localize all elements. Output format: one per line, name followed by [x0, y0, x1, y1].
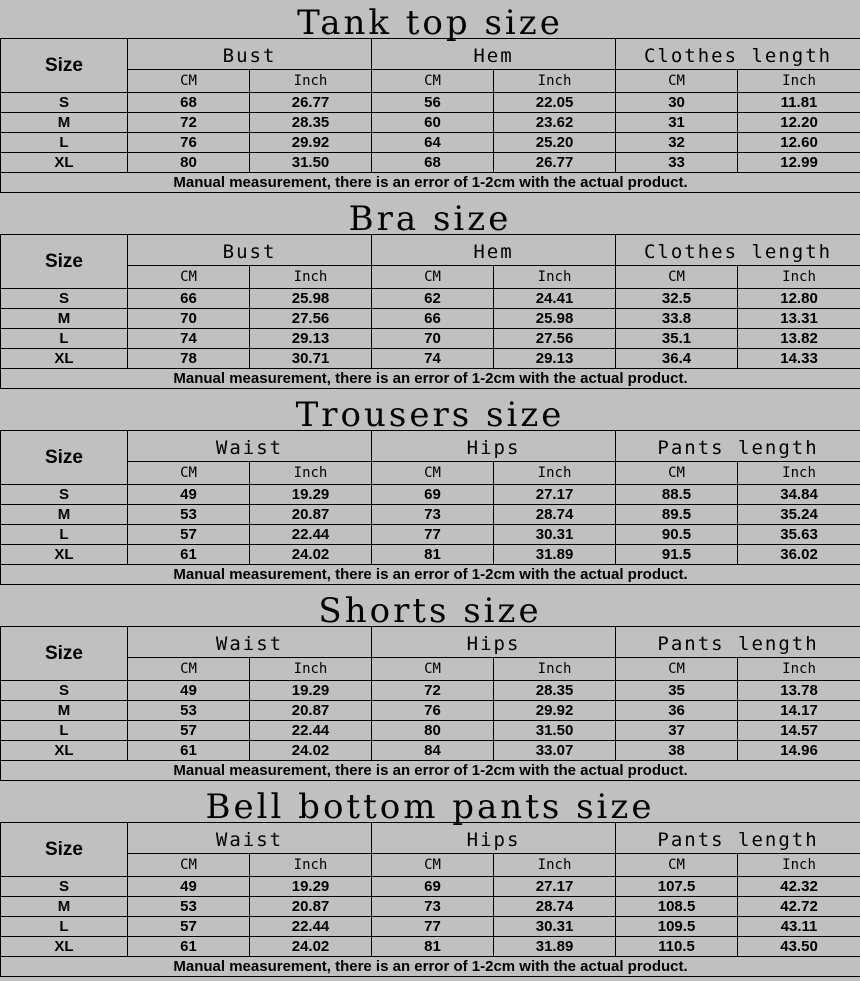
table-row [1, 741, 860, 761]
measurement-cell: 29.13 [494, 349, 616, 369]
measurement-cell: 13.31 [738, 309, 860, 329]
measurement-cell: 20.87 [250, 897, 372, 917]
table-row [1, 897, 860, 917]
measurement-cell: 22.44 [250, 721, 372, 741]
measurement-cell: 69 [372, 485, 494, 505]
measurement-group-header: Clothes length [616, 39, 860, 70]
measurement-cell: 72 [372, 681, 494, 701]
unit-cm-label: CM [372, 854, 494, 877]
unit-inch-label: Inch [250, 70, 372, 93]
unit-cm-label: CM [128, 658, 250, 681]
measurement-cell: 14.57 [738, 721, 860, 741]
measurement-cell: 74 [372, 349, 494, 369]
table-row [1, 525, 860, 545]
unit-inch-label: Inch [738, 462, 860, 485]
measurement-cell: 110.5 [616, 937, 738, 957]
measurement-group-header: Bust [128, 39, 372, 70]
size-column-header: Size [1, 39, 128, 93]
measurement-cell: 27.17 [494, 877, 616, 897]
unit-row [1, 462, 860, 485]
unit-row [1, 854, 860, 877]
unit-inch-label: Inch [738, 854, 860, 877]
measurement-cell: 22.05 [494, 93, 616, 113]
table-row [1, 153, 860, 173]
measurement-cell: 19.29 [250, 877, 372, 897]
measurement-cell: 22.44 [250, 917, 372, 937]
measurement-cell: 66 [372, 309, 494, 329]
measurement-group-header: Pants length [616, 823, 860, 854]
measurement-cell: 89.5 [616, 505, 738, 525]
unit-row [1, 658, 860, 681]
measurement-cell: 27.17 [494, 485, 616, 505]
measurement-note: Manual measurement, there is an error of 1-2cm with the actual product. [1, 957, 860, 977]
table-row [1, 349, 860, 369]
unit-inch-label: Inch [250, 854, 372, 877]
measurement-cell: 25.98 [250, 289, 372, 309]
measurement-cell: 25.98 [494, 309, 616, 329]
unit-inch-label: Inch [494, 462, 616, 485]
measurement-cell: 70 [128, 309, 250, 329]
measurement-cell: 12.80 [738, 289, 860, 309]
table-row [1, 681, 860, 701]
measurement-cell: 43.11 [738, 917, 860, 937]
unit-inch-label: Inch [494, 70, 616, 93]
measurement-group-header: Waist [128, 823, 372, 854]
measurement-cell: 76 [372, 701, 494, 721]
size-chart-section [0, 196, 860, 392]
measurement-cell: 49 [128, 681, 250, 701]
measurement-cell: 29.13 [250, 329, 372, 349]
measurement-cell: 56 [372, 93, 494, 113]
measurement-cell: 26.77 [250, 93, 372, 113]
size-cell: XL [1, 153, 128, 173]
measurement-cell: 11.81 [738, 93, 860, 113]
measurement-cell: 14.17 [738, 701, 860, 721]
chart-title: Shorts size [318, 591, 542, 631]
size-column-header: Size [1, 823, 128, 877]
measurement-cell: 35.24 [738, 505, 860, 525]
measurement-cell: 36.4 [616, 349, 738, 369]
size-cell: L [1, 329, 128, 349]
measurement-group-header: Clothes length [616, 235, 860, 266]
measurement-cell: 28.35 [250, 113, 372, 133]
measurement-cell: 66 [128, 289, 250, 309]
note-row [1, 565, 860, 585]
measurement-cell: 19.29 [250, 681, 372, 701]
table-row [1, 485, 860, 505]
table-row [1, 93, 860, 113]
unit-inch-label: Inch [494, 266, 616, 289]
unit-cm-label: CM [616, 462, 738, 485]
size-column-header: Size [1, 235, 128, 289]
measurement-cell: 64 [372, 133, 494, 153]
measurement-cell: 88.5 [616, 485, 738, 505]
size-cell: S [1, 877, 128, 897]
measurement-cell: 61 [128, 741, 250, 761]
size-cell: L [1, 917, 128, 937]
measurement-cell: 34.84 [738, 485, 860, 505]
unit-row [1, 266, 860, 289]
measurement-cell: 36.02 [738, 545, 860, 565]
measurement-cell: 35 [616, 681, 738, 701]
measurement-cell: 12.99 [738, 153, 860, 173]
measurement-cell: 31.89 [494, 545, 616, 565]
measurement-cell: 61 [128, 545, 250, 565]
measurement-cell: 12.20 [738, 113, 860, 133]
measurement-cell: 57 [128, 525, 250, 545]
measurement-cell: 57 [128, 917, 250, 937]
unit-inch-label: Inch [250, 266, 372, 289]
measurement-cell: 30.31 [494, 917, 616, 937]
measurement-cell: 49 [128, 877, 250, 897]
size-chart-section [0, 588, 860, 784]
size-cell: M [1, 505, 128, 525]
measurement-cell: 27.56 [494, 329, 616, 349]
unit-inch-label: Inch [250, 658, 372, 681]
measurement-group-header: Pants length [616, 627, 860, 658]
size-table [0, 430, 860, 585]
unit-row [1, 70, 860, 93]
measurement-note: Manual measurement, there is an error of 1-2cm with the actual product. [1, 173, 860, 193]
measurement-group-header: Hem [372, 39, 616, 70]
measurement-cell: 14.33 [738, 349, 860, 369]
measurement-group-header: Bust [128, 235, 372, 266]
header-row [1, 627, 860, 658]
measurement-cell: 35.63 [738, 525, 860, 545]
size-chart-section [0, 0, 860, 196]
measurement-cell: 31.50 [250, 153, 372, 173]
size-table [0, 822, 860, 977]
unit-cm-label: CM [616, 854, 738, 877]
size-cell: M [1, 701, 128, 721]
note-row [1, 369, 860, 389]
measurement-cell: 32.5 [616, 289, 738, 309]
measurement-cell: 43.50 [738, 937, 860, 957]
measurement-cell: 28.74 [494, 897, 616, 917]
unit-cm-label: CM [372, 266, 494, 289]
measurement-cell: 73 [372, 505, 494, 525]
size-cell: S [1, 289, 128, 309]
unit-inch-label: Inch [250, 462, 372, 485]
unit-inch-label: Inch [738, 266, 860, 289]
measurement-cell: 72 [128, 113, 250, 133]
measurement-cell: 109.5 [616, 917, 738, 937]
measurement-cell: 81 [372, 937, 494, 957]
measurement-cell: 31.89 [494, 937, 616, 957]
unit-cm-label: CM [128, 854, 250, 877]
measurement-cell: 28.74 [494, 505, 616, 525]
table-row [1, 701, 860, 721]
measurement-cell: 81 [372, 545, 494, 565]
measurement-cell: 36 [616, 701, 738, 721]
measurement-cell: 33 [616, 153, 738, 173]
measurement-cell: 13.78 [738, 681, 860, 701]
size-cell: S [1, 681, 128, 701]
measurement-cell: 57 [128, 721, 250, 741]
measurement-cell: 49 [128, 485, 250, 505]
measurement-cell: 24.02 [250, 937, 372, 957]
measurement-cell: 31 [616, 113, 738, 133]
measurement-cell: 37 [616, 721, 738, 741]
measurement-group-header: Waist [128, 431, 372, 462]
measurement-cell: 77 [372, 917, 494, 937]
measurement-group-header: Hips [372, 823, 616, 854]
table-row [1, 505, 860, 525]
table-row [1, 937, 860, 957]
table-row [1, 545, 860, 565]
measurement-cell: 53 [128, 897, 250, 917]
header-row [1, 431, 860, 462]
measurement-note: Manual measurement, there is an error of 1-2cm with the actual product. [1, 369, 860, 389]
measurement-cell: 33.8 [616, 309, 738, 329]
size-cell: L [1, 525, 128, 545]
size-table [0, 626, 860, 781]
size-cell: M [1, 113, 128, 133]
measurement-cell: 68 [372, 153, 494, 173]
unit-inch-label: Inch [738, 658, 860, 681]
measurement-cell: 107.5 [616, 877, 738, 897]
measurement-cell: 60 [372, 113, 494, 133]
measurement-group-header: Pants length [616, 431, 860, 462]
measurement-group-header: Hips [372, 431, 616, 462]
size-chart-section [0, 392, 860, 588]
measurement-group-header: Hips [372, 627, 616, 658]
unit-cm-label: CM [128, 266, 250, 289]
measurement-cell: 13.82 [738, 329, 860, 349]
unit-cm-label: CM [372, 462, 494, 485]
measurement-note: Manual measurement, there is an error of 1-2cm with the actual product. [1, 565, 860, 585]
size-cell: M [1, 897, 128, 917]
measurement-cell: 29.92 [250, 133, 372, 153]
measurement-cell: 20.87 [250, 505, 372, 525]
measurement-cell: 19.29 [250, 485, 372, 505]
measurement-cell: 28.35 [494, 681, 616, 701]
unit-cm-label: CM [616, 266, 738, 289]
chart-title: Bell bottom pants size [205, 787, 655, 827]
table-row [1, 309, 860, 329]
size-cell: L [1, 133, 128, 153]
table-row [1, 133, 860, 153]
measurement-cell: 53 [128, 701, 250, 721]
measurement-cell: 68 [128, 93, 250, 113]
size-cell: M [1, 309, 128, 329]
measurement-cell: 30 [616, 93, 738, 113]
measurement-cell: 78 [128, 349, 250, 369]
measurement-cell: 69 [372, 877, 494, 897]
table-row [1, 917, 860, 937]
unit-cm-label: CM [372, 70, 494, 93]
size-table [0, 234, 860, 389]
size-cell: XL [1, 937, 128, 957]
chart-title: Bra size [348, 199, 512, 239]
table-row [1, 721, 860, 741]
note-row [1, 761, 860, 781]
measurement-cell: 32 [616, 133, 738, 153]
unit-inch-label: Inch [494, 854, 616, 877]
measurement-cell: 22.44 [250, 525, 372, 545]
size-cell: XL [1, 545, 128, 565]
measurement-cell: 42.32 [738, 877, 860, 897]
measurement-cell: 24.41 [494, 289, 616, 309]
unit-cm-label: CM [128, 70, 250, 93]
measurement-cell: 14.96 [738, 741, 860, 761]
measurement-cell: 70 [372, 329, 494, 349]
table-row [1, 877, 860, 897]
chart-title: Tank top size [297, 3, 563, 43]
measurement-cell: 73 [372, 897, 494, 917]
measurement-cell: 27.56 [250, 309, 372, 329]
measurement-cell: 29.92 [494, 701, 616, 721]
measurement-cell: 61 [128, 937, 250, 957]
header-row [1, 823, 860, 854]
measurement-cell: 30.71 [250, 349, 372, 369]
measurement-cell: 80 [128, 153, 250, 173]
table-row [1, 329, 860, 349]
measurement-group-header: Hem [372, 235, 616, 266]
unit-inch-label: Inch [494, 658, 616, 681]
measurement-cell: 84 [372, 741, 494, 761]
measurement-cell: 26.77 [494, 153, 616, 173]
measurement-cell: 20.87 [250, 701, 372, 721]
measurement-cell: 38 [616, 741, 738, 761]
measurement-group-header: Waist [128, 627, 372, 658]
unit-cm-label: CM [616, 658, 738, 681]
measurement-note: Manual measurement, there is an error of 1-2cm with the actual product. [1, 761, 860, 781]
measurement-cell: 108.5 [616, 897, 738, 917]
size-cell: XL [1, 349, 128, 369]
measurement-cell: 74 [128, 329, 250, 349]
measurement-cell: 23.62 [494, 113, 616, 133]
measurement-cell: 12.60 [738, 133, 860, 153]
size-column-header: Size [1, 431, 128, 485]
unit-cm-label: CM [128, 462, 250, 485]
measurement-cell: 76 [128, 133, 250, 153]
unit-cm-label: CM [616, 70, 738, 93]
table-row [1, 289, 860, 309]
unit-inch-label: Inch [738, 70, 860, 93]
size-column-header: Size [1, 627, 128, 681]
header-row [1, 235, 860, 266]
measurement-cell: 30.31 [494, 525, 616, 545]
measurement-cell: 35.1 [616, 329, 738, 349]
measurement-cell: 42.72 [738, 897, 860, 917]
size-cell: L [1, 721, 128, 741]
measurement-cell: 24.02 [250, 545, 372, 565]
measurement-cell: 25.20 [494, 133, 616, 153]
chart-title: Trousers size [295, 395, 565, 435]
measurement-cell: 62 [372, 289, 494, 309]
size-table [0, 38, 860, 193]
unit-cm-label: CM [372, 658, 494, 681]
measurement-cell: 24.02 [250, 741, 372, 761]
size-cell: S [1, 485, 128, 505]
measurement-cell: 31.50 [494, 721, 616, 741]
header-row [1, 39, 860, 70]
note-row [1, 957, 860, 977]
measurement-cell: 77 [372, 525, 494, 545]
note-row [1, 173, 860, 193]
measurement-cell: 53 [128, 505, 250, 525]
size-chart-section [0, 784, 860, 980]
table-row [1, 113, 860, 133]
size-cell: S [1, 93, 128, 113]
measurement-cell: 80 [372, 721, 494, 741]
measurement-cell: 91.5 [616, 545, 738, 565]
size-cell: XL [1, 741, 128, 761]
measurement-cell: 33.07 [494, 741, 616, 761]
measurement-cell: 90.5 [616, 525, 738, 545]
